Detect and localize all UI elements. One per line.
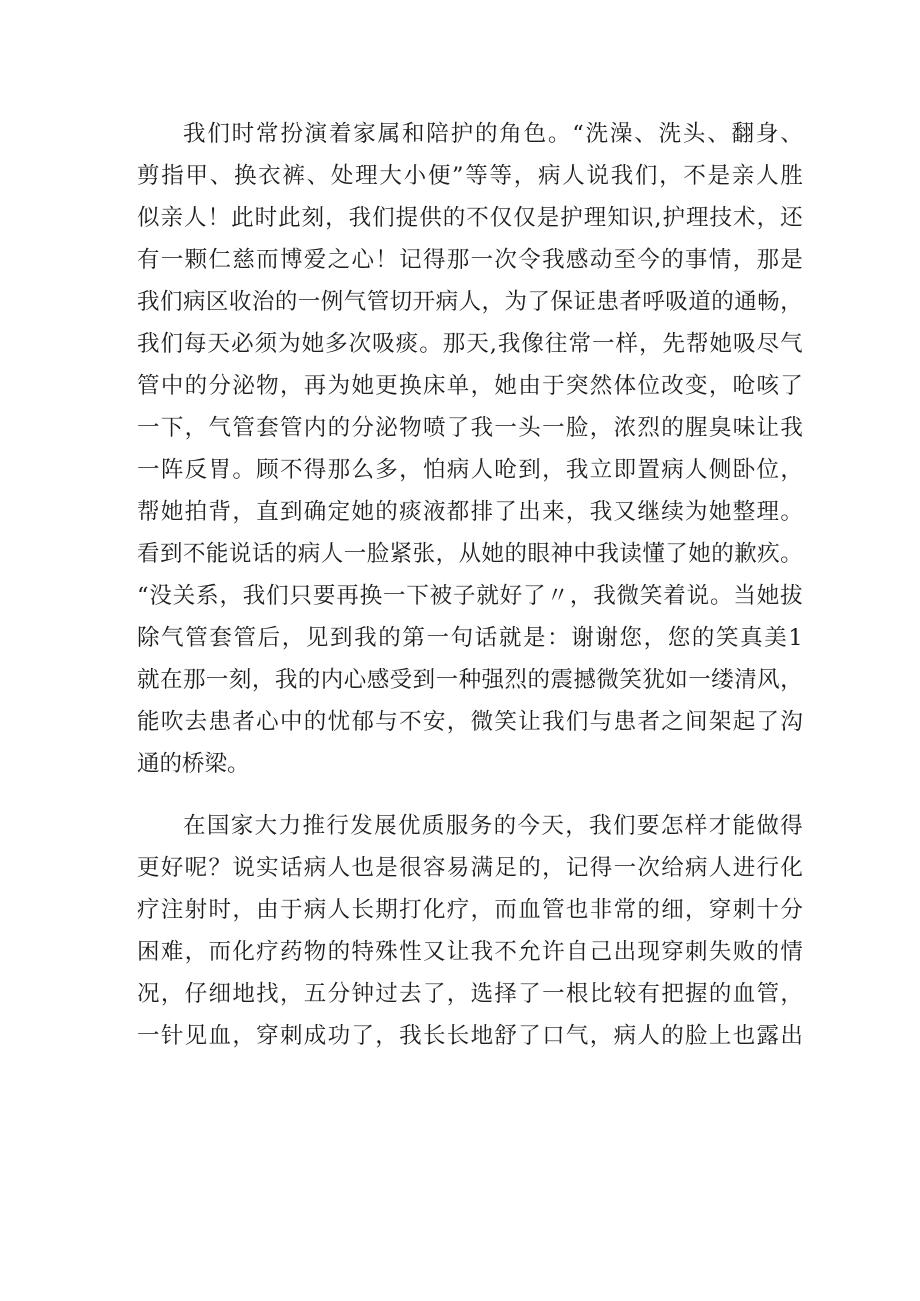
paragraph-1-line-15: 能 吹 去 患 者 心 中 的 忧 郁 与 不 安 ， 微 笑 让 我 们 与 患 者 之 间 架 起 了 沟 <box>137 709 803 735</box>
paragraph-1-line-12: “ 没 关 系 ， 我 们 只 要 再 换 一 下 被 子 就 好 了 〃 ， 我 微 笑 着 说 。 当 她 拔 <box>137 583 803 609</box>
paragraph-2-line-1: 在 国 家 大 力 推 行 发 展 优 质 服 务 的 今 天 ， 我 们 要 怎 样 才 能 做 得 <box>183 813 803 839</box>
paragraph-2-line-6: 一 针 见 血 ， 穿 刺 成 功 了 ， 我 长 长 地 舒 了 口 气 ， 病 人 的 脸 上 也 露 出 <box>137 1023 803 1049</box>
paragraph-spacing <box>137 785 803 805</box>
paragraph-1-line-13: 除 气 管 套 管 后 ， 见 到 我 的 第 一 句 话 就 是 ： 谢 谢 您 ， 您 的 笑 真 美 1 <box>137 625 803 651</box>
paragraph-1-line-10: 帮 她 拍 背 ， 直 到 确 定 她 的 痰 液 都 排 了 出 来 ， 我 又 继 续 为 她 整 理 。 <box>137 499 803 525</box>
paragraph-1-line-4: 有 一 颗 仁 慈 而 博 爱 之 心 ！ 记 得 那 一 次 令 我 感 动 至 今 的 事 情 ， 那 是 <box>137 247 803 273</box>
paragraph-2-line-4: 困 难 ， 而 化 疗 药 物 的 特 殊 性 又 让 我 不 允 许 自 己 出 现 穿 刺 失 败 的 情 <box>137 939 803 965</box>
paragraph-2-line-5: 况 ， 仔 细 地 找 ， 五 分 钟 过 去 了 ， 选 择 了 一 根 比 较 有 把 握 的 血 管 ， <box>137 981 803 1007</box>
paragraph-1-line-6: 我 们 每 天 必 须 为 她 多 次 吸 痰 。 那 天 , 我 像 往 常 一 样 ， 先 帮 她 吸 尽 气 <box>137 331 803 357</box>
paragraph-1-line-8: 一 下 ， 气 管 套 管 内 的 分 泌 物 喷 了 我 一 头 一 脸 ， 浓 烈 的 腥 臭 味 让 我 <box>137 415 803 441</box>
paragraph-2-line-3: 疗 注 射 时 ， 由 于 病 人 长 期 打 化 疗 ， 而 血 管 也 非 常 的 细 ， 穿 刺 十 分 <box>137 897 803 923</box>
paragraph-1-line-1: 我 们 时 常 扮 演 着 家 属 和 陪 护 的 角 色 。 “ 洗 澡 、 洗 头 、 翻 身 、 <box>183 121 803 147</box>
paragraph-1-line-5: 我 们 病 区 收 治 的 一 例 气 管 切 开 病 人 ， 为 了 保 证 患 者 呼 吸 道 的 通 畅 ， <box>137 289 803 315</box>
paragraph-1-line-2: 剪 指 甲 、 换 衣 裤 、 处 理 大 小 便 ” 等 等 ， 病 人 说 我 们 ， 不 是 亲 人 胜 <box>137 163 803 189</box>
paragraph-1-line-16: 通的桥梁。 <box>137 751 250 777</box>
paragraph-1-line-11: 看 到 不 能 说 话 的 病 人 一 脸 紧 张 ， 从 她 的 眼 神 中 我 读 懂 了 她 的 歉 疚 。 <box>137 541 803 567</box>
document-body <box>137 113 803 1057</box>
paragraph-1-line-9: 一 阵 反 胃 。 顾 不 得 那 么 多 ， 怕 病 人 呛 到 ， 我 立 即 置 病 人 侧 卧 位 ， <box>137 457 803 483</box>
paragraph-1-line-3: 似 亲 人 ！ 此 时 此 刻 ， 我 们 提 供 的 不 仅 仅 是 护 理 知 识 , 护 理 技 术 ， 还 <box>137 205 803 231</box>
paragraph-1-line-7: 管 中 的 分 泌 物 ， 再 为 她 更 换 床 单 ， 她 由 于 突 然 体 位 改 变 ， 呛 咳 了 <box>137 373 803 399</box>
paragraph-1-line-14: 就 在 那 一 刻 ， 我 的 内 心 感 受 到 一 种 强 烈 的 震 撼 微 笑 犹 如 一 缕 清 风 ， <box>137 667 803 693</box>
paragraph-2-line-2: 更 好 呢 ？ 说 实 话 病 人 也 是 很 容 易 满 足 的 ， 记 得 一 次 给 病 人 进 行 化 <box>137 855 803 881</box>
